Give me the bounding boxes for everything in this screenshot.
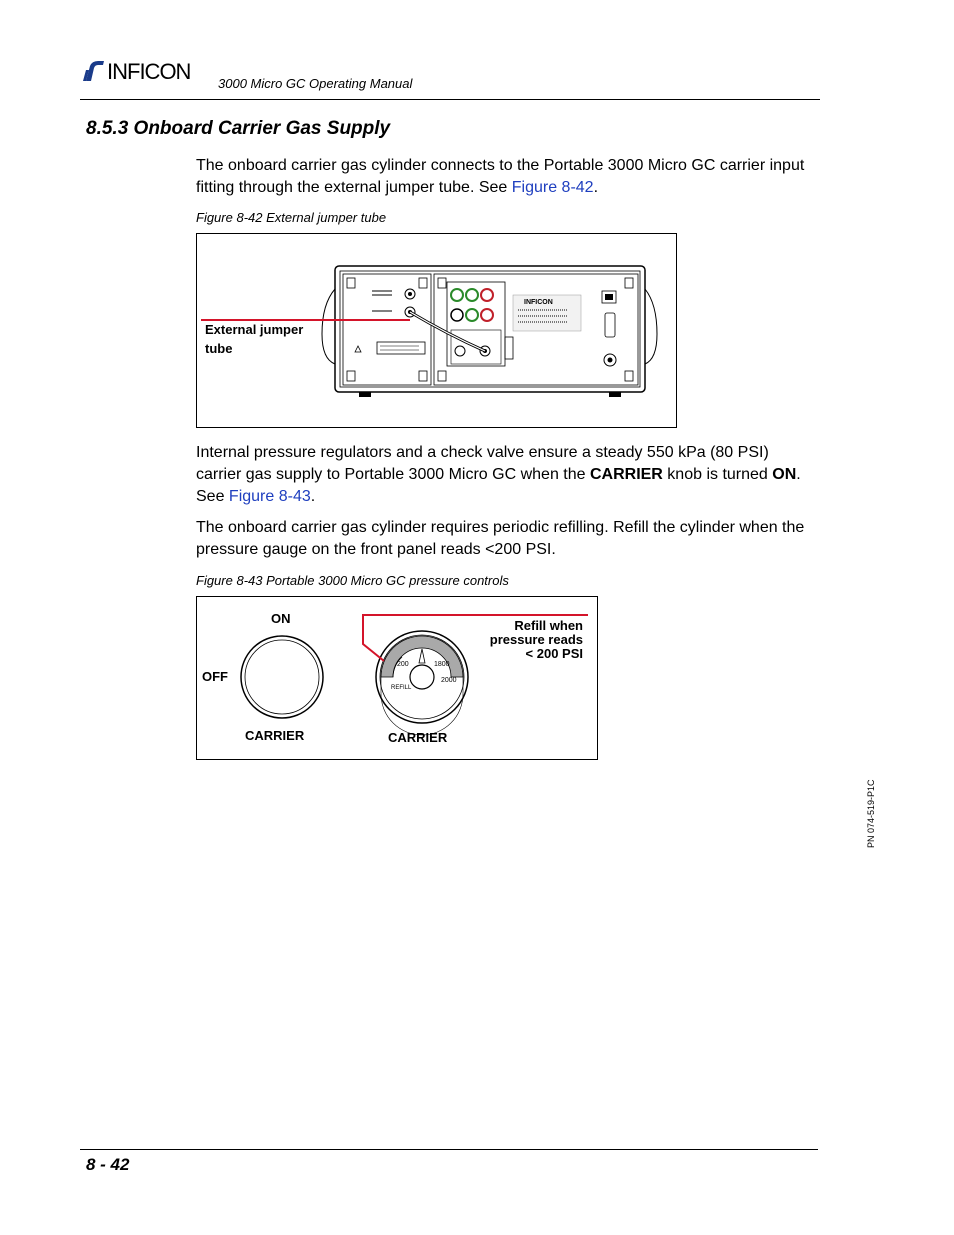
figure-8-43-caption: Figure 8-43 Portable 3000 Micro GC pressure controls: [196, 573, 509, 588]
svg-text:INFICON: INFICON: [524, 299, 553, 306]
paragraph-2-text-b: knob is turned: [662, 466, 773, 483]
refill-callout-line1: Refill when: [514, 618, 583, 633]
figure-8-43: [196, 596, 598, 760]
section-title: 8.5.3 Onboard Carrier Gas Supply: [86, 118, 391, 139]
on-label: ON: [271, 611, 291, 626]
gauge-2000-mark: 2000: [441, 677, 457, 684]
logo-text: INFICON: [107, 59, 191, 84]
gauge-refill-mark: REFILL: [391, 685, 412, 691]
paragraph-2-text-a: Internal pressure regulators and a check valve ensure a steady 550 kPa (80 PSI) carrier gas supply to Portable 3000 Micro GC when the: [196, 444, 769, 483]
paragraph-1: [196, 155, 818, 199]
refill-callout-line2: pressure reads: [489, 632, 583, 647]
figure-8-42-link[interactable]: Figure 8-42: [511, 179, 594, 196]
inficon-logo-icon: [82, 60, 106, 82]
paragraph-1-end: .: [593, 179, 599, 196]
external-jumper-label-line1: External jumper: [205, 322, 304, 337]
paragraph-2: [196, 442, 818, 508]
paragraph-1-text: The onboard carrier gas cylinder connects to the Portable 3000 Micro GC carrier input fitting through the external jumper tube. See: [196, 157, 805, 196]
paragraph-3: The onboard carrier gas cylinder requires periodic refilling. Refill the cylinder when the pressure gauge on the front panel reads <200 PSI.: [196, 519, 805, 558]
header-divider: [80, 99, 820, 100]
paragraph-2-end: .: [310, 488, 316, 505]
carrier-knob-label: CARRIER: [245, 728, 305, 743]
gauge-200-mark: 200: [397, 661, 409, 668]
figure-8-43-link[interactable]: Figure 8-43: [228, 488, 311, 505]
page-number: 8 - 42: [86, 1155, 130, 1174]
inficon-logo: [82, 60, 106, 82]
gauge-1800-mark: 1800: [434, 661, 450, 668]
footer-divider: [80, 1149, 818, 1150]
figure-8-42-caption: Figure 8-42 External jumper tube: [196, 210, 387, 225]
part-number: PN 074-519-P1C: [866, 779, 876, 848]
carrier-knob-term: CARRIER: [589, 466, 663, 483]
on-term: ON: [772, 466, 797, 483]
refill-callout: [437, 619, 583, 661]
off-label: OFF: [202, 669, 228, 684]
figure-8-42: [196, 233, 677, 428]
external-jumper-label-line2: tube: [205, 341, 233, 356]
carrier-gauge-label: CARRIER: [388, 730, 448, 745]
paragraph-2-text-c: . See: [196, 466, 801, 505]
manual-title: 3000 Micro GC Operating Manual: [218, 76, 413, 91]
refill-callout-line3: < 200 PSI: [525, 646, 583, 661]
